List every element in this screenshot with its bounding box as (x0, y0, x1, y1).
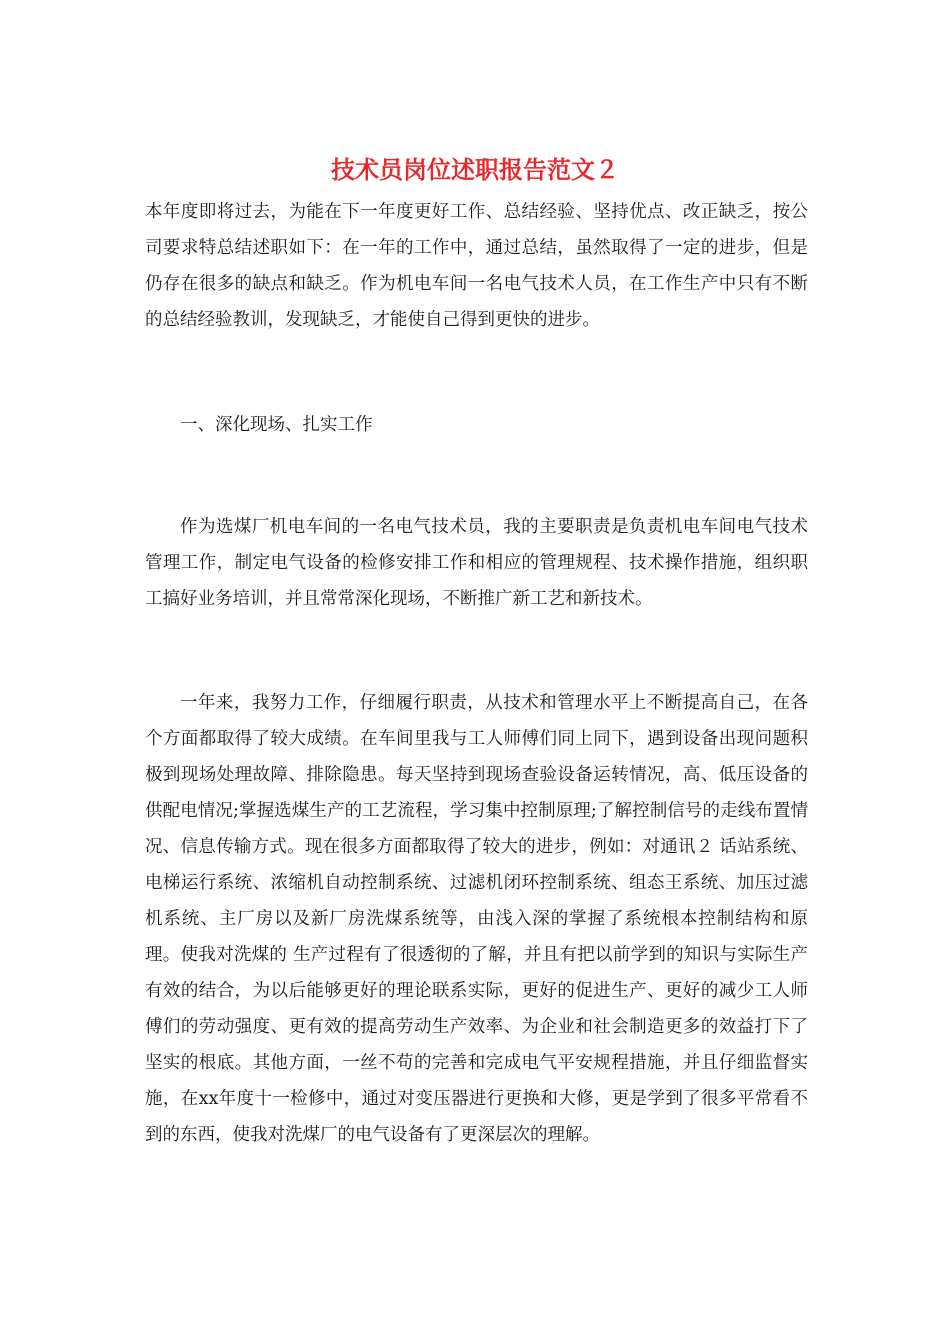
intro-paragraph: 本年度即将过去，为能在下一年度更好工作、总结经验、坚持优点、改正缺乏，按公司要求特总结述职如下：在一年的工作中，通过总结，虽然取得了一定的进步，但是仍存在很多的缺点和缺乏。作为机电车间一名电气技术人员，在工作生产中只有不断的总结经验教训，发现缺乏，才能使自己得到更快的进步。 (145, 202, 808, 330)
body-paragraph-achievements: 一年来，我努力工作，仔细履行职责，从技术和管理水平上不断提高自己，在各个方面都取得了较大成绩。在车间里我与工人师傅们同上同下，遇到设备出现问题积极到现场处理故障、排除隐患。每天坚持到现场查验设备运转情况，高、低压设备的供配电情况;掌握选煤生产的工艺流程，学习集中控制原理;了解控制信号的走线布置情况、信息传输方式。现在很多方面都取得了较大的进步，例如：对通讯２ 话站系统、电梯运行系统、浓缩机自动控制系统、过滤机闭环控制系统、组态王系统、加压过滤机系统、主厂房以及新厂房洗煤系统等，由浅入深的掌握了系统根本控制结构和原理。使我对洗煤的 生产过程有了很透彻的了解，并且有把以前学到的知识与实际生产有效的结合，为以后能够更好的理论联系实际，更好的促进生产、更好的减少工人师傅们的劳动强度、更有效的提高劳动生产效率、为企业和社会制造更多的效益打下了坚实的根底。其他方面，一丝不苟的完善和完成电气平安规程措施，并且仔细监督实施，在xx年度十一检修中，通过对变压器进行更换和大修，更是学到了很多平常看不到的东西，使我对洗煤厂的电气设备有了更深层次的理解。 (145, 693, 808, 1145)
section-heading: 一、深化现场、扎实工作 (180, 415, 373, 435)
body-paragraph-duties: 作为选煤厂机电车间的一名电气技术员，我的主要职责是负责机电车间电气技术管理工作，制定电气设备的检修安排工作和相应的管理规程、技术操作措施，组织职工搞好业务培训，并且常常深化现场，不断推广新工艺和新技术。 (145, 517, 808, 609)
page-title: 技术员岗位述职报告范文２ (331, 155, 619, 184)
